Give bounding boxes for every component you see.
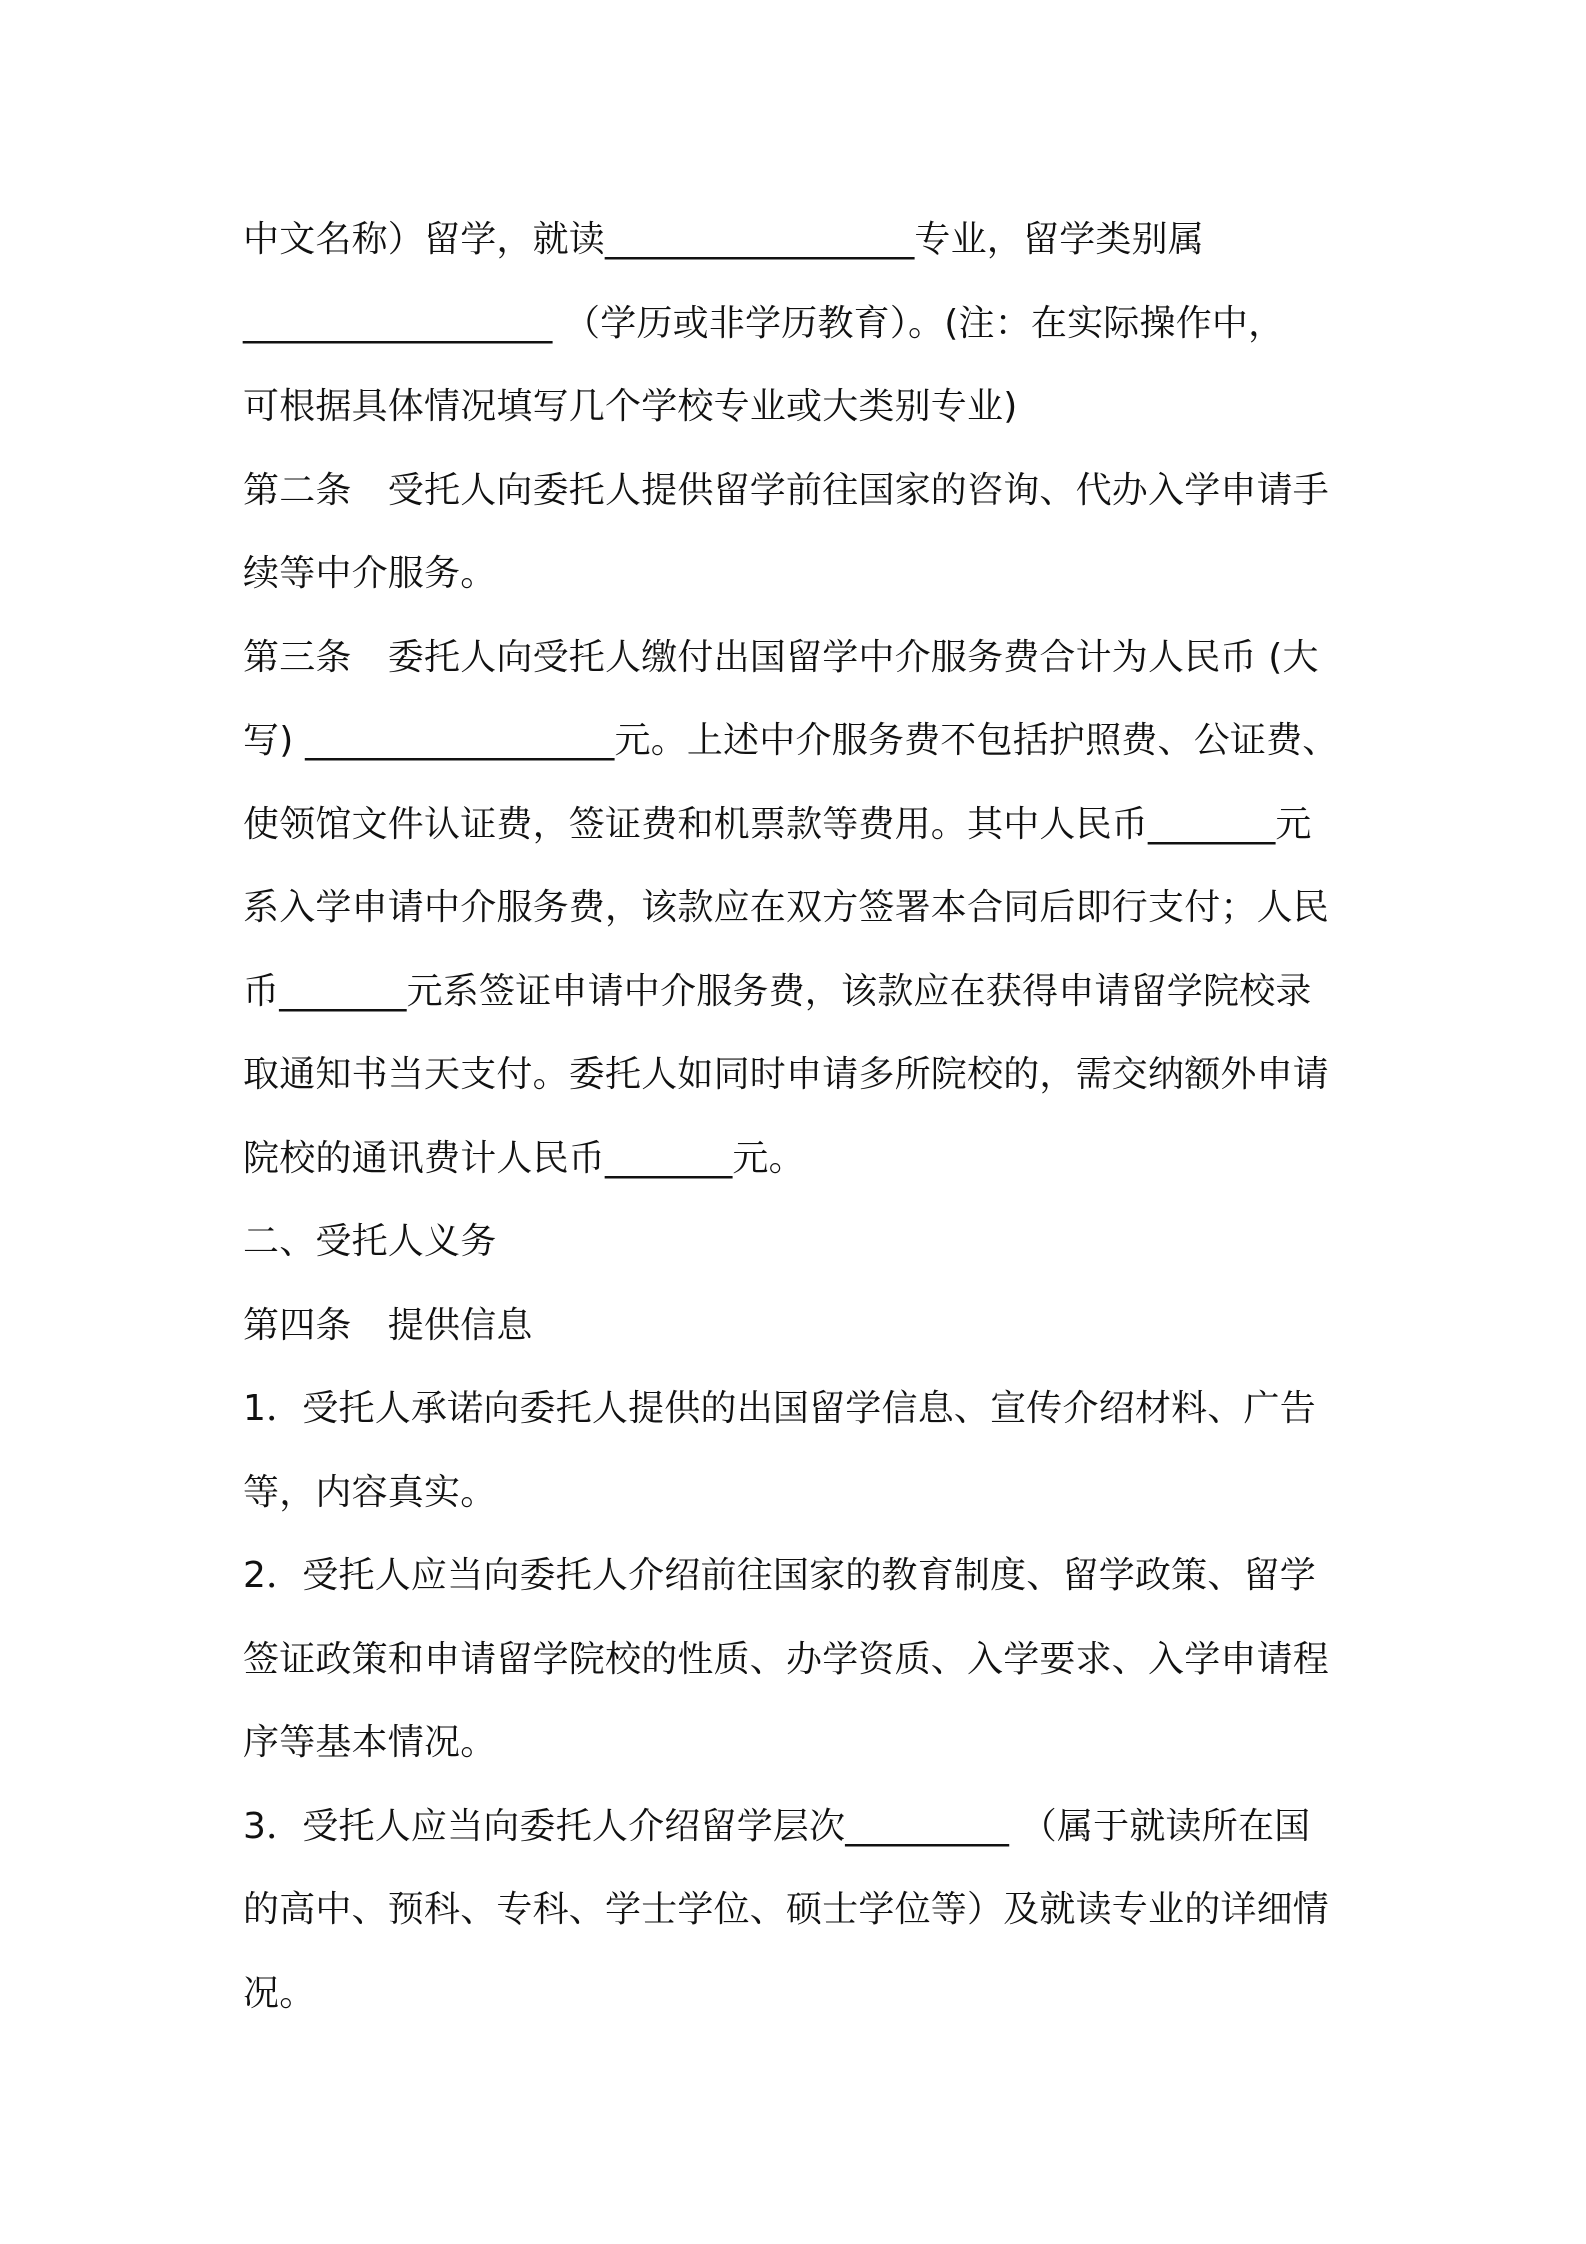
list-item-3-line: 3．受托人应当向委托人介绍留学层次_________ （属于就读所在国 (243, 1805, 1311, 1847)
text-line: 币_______元系签证申请中介服务费，该款应在获得申请留学院校录 (243, 970, 1312, 1012)
list-item-2-line: 2．受托人应当向委托人介绍前往国家的教育制度、留学政策、留学 (243, 1555, 1316, 1596)
text-line: 等，内容真实。 (243, 1471, 497, 1513)
text-line: 系入学申请中介服务费，该款应在双方签署本合同后即行支付；人民 (243, 887, 1330, 928)
text-line: 院校的通讯费计人民币_______元。 (243, 1137, 805, 1179)
text-line: 使领馆文件认证费，签证费和机票款等费用。其中人民币_______元 (243, 803, 1312, 845)
text-line: 中文名称）留学，就读_________________专业，留学类别属 (243, 219, 1205, 260)
text-line: 取通知书当天支付。委托人如同时申请多所院校的，需交纳额外申请 (243, 1054, 1330, 1095)
text-line: 序等基本情况。 (243, 1722, 497, 1763)
article-3-heading-line: 第三条 委托人向受托人缴付出国留学中介服务费合计为人民币 (大 (243, 636, 1319, 678)
text-line: _________________ （学历或非学历教育）。(注：在实际操作中， (243, 302, 1285, 344)
text-line: 的高中、预科、专科、学士学位、硕士学位等）及就读专业的详细情 (243, 1889, 1330, 1930)
text-line: 写) _________________元。上述中介服务费不包括护照费、公证费、 (243, 720, 1339, 761)
list-item-1-line: 1．受托人承诺向委托人提供的出国留学信息、宣传介绍材料、广告 (243, 1388, 1316, 1429)
text-line: 可根据具体情况填写几个学校专业或大类别专业) (243, 386, 1018, 427)
article-4-heading: 第四条 提供信息 (243, 1304, 533, 1346)
text-line: 况。 (243, 1972, 316, 2014)
contract-body (243, 198, 1363, 2035)
text-line: 签证政策和申请留学院校的性质、办学资质、入学要求、入学申请程 (243, 1638, 1330, 1680)
section-heading: 二、受托人义务 (243, 1221, 497, 1262)
article-2-heading-line: 第二条 受托人向委托人提供留学前往国家的咨询、代办入学申请手 (243, 469, 1330, 511)
text-line: 续等中介服务。 (243, 553, 497, 594)
